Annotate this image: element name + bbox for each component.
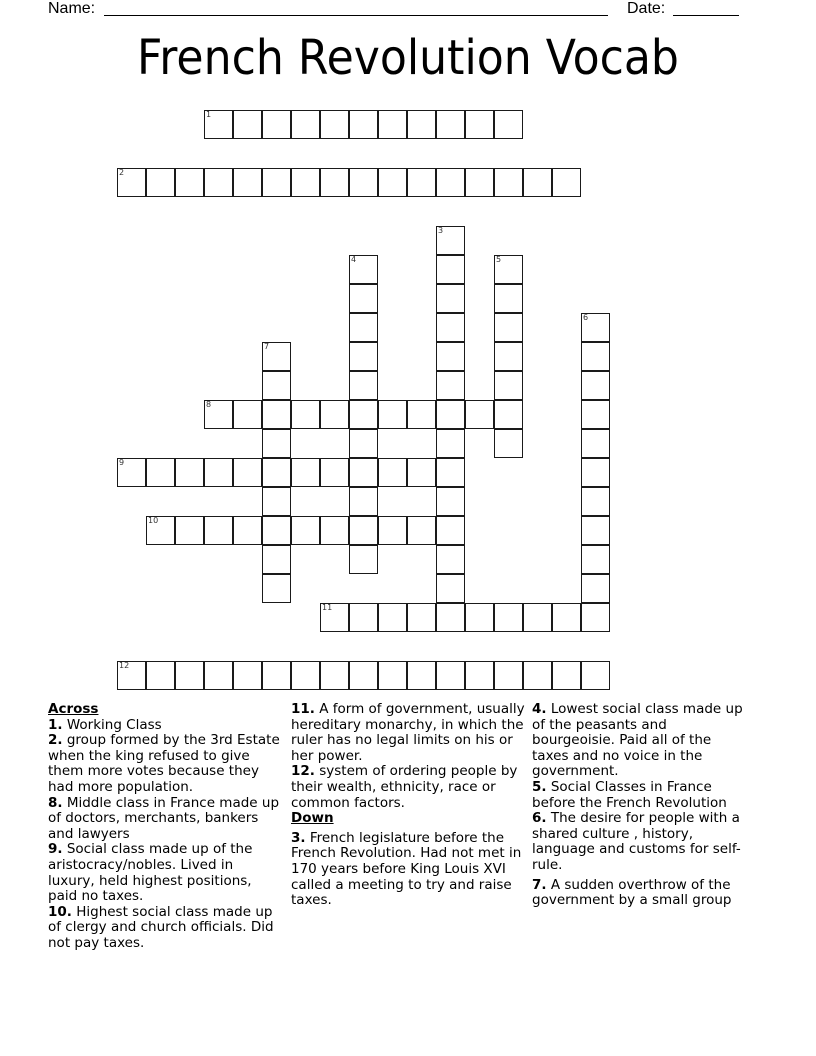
grid-cell[interactable] xyxy=(291,110,320,139)
grid-cell[interactable] xyxy=(494,661,523,690)
grid-cell[interactable] xyxy=(320,110,349,139)
grid-cell[interactable] xyxy=(494,313,523,342)
grid-cell[interactable] xyxy=(262,429,291,458)
grid-cell[interactable] xyxy=(349,661,378,690)
grid-cell[interactable] xyxy=(349,284,378,313)
grid-cell[interactable] xyxy=(262,371,291,400)
grid-cell[interactable] xyxy=(378,661,407,690)
name-label: Name: xyxy=(48,0,96,17)
grid-cell[interactable] xyxy=(262,342,291,371)
grid-cell[interactable] xyxy=(494,371,523,400)
grid-cell[interactable] xyxy=(349,313,378,342)
clue-number: 12. xyxy=(291,763,315,780)
grid-cell[interactable] xyxy=(436,545,465,574)
grid-cell[interactable] xyxy=(436,226,465,255)
clue-text: Working Class xyxy=(66,716,162,733)
grid-cell[interactable] xyxy=(349,603,378,632)
clue-across-1 xyxy=(48,718,283,734)
grid-cell[interactable] xyxy=(581,603,610,632)
grid-cell[interactable] xyxy=(233,458,262,487)
grid-cell[interactable] xyxy=(407,400,436,429)
grid-cell[interactable] xyxy=(262,400,291,429)
clue-text: Highest social class made up of clergy and church officials. Did not pay taxes. xyxy=(48,903,274,951)
grid-cell[interactable] xyxy=(436,284,465,313)
grid-cell[interactable] xyxy=(117,168,146,197)
clue-across-11 xyxy=(291,702,529,764)
grid-cell[interactable] xyxy=(204,400,233,429)
page-title: French Revolution Vocab xyxy=(137,30,679,86)
clues-column-3 xyxy=(532,702,747,909)
grid-cell[interactable] xyxy=(349,458,378,487)
grid-cell[interactable] xyxy=(436,516,465,545)
grid-cell[interactable] xyxy=(494,168,523,197)
clue-number-label: 5 xyxy=(496,255,502,264)
clue-number: 7. xyxy=(532,876,547,893)
clue-number: 4. xyxy=(532,701,547,717)
clue-number: 5. xyxy=(532,778,547,795)
grid-cell[interactable] xyxy=(465,110,494,139)
clue-across-12 xyxy=(291,764,529,811)
grid-cell[interactable] xyxy=(407,661,436,690)
grid-cell[interactable] xyxy=(262,458,291,487)
clue-number: 8. xyxy=(48,794,63,811)
grid-cell[interactable] xyxy=(378,458,407,487)
date-label: Date: xyxy=(627,0,666,17)
grid-cell[interactable] xyxy=(523,661,552,690)
grid-cell[interactable] xyxy=(349,255,378,284)
clue-number-label: 10 xyxy=(148,516,159,525)
clue-down-3 xyxy=(291,831,529,909)
grid-cell[interactable] xyxy=(291,458,320,487)
grid-cell[interactable] xyxy=(581,574,610,603)
clue-number-label: 6 xyxy=(583,313,589,322)
clue-number-label: 7 xyxy=(264,342,270,351)
grid-cell[interactable] xyxy=(175,661,204,690)
grid-cell[interactable] xyxy=(436,168,465,197)
clue-down-5 xyxy=(532,780,747,811)
clue-text: system of ordering people by their wealth, ethnicity, race or common factors. xyxy=(291,763,518,811)
grid-cell[interactable] xyxy=(494,342,523,371)
grid-cell[interactable] xyxy=(117,458,146,487)
grid-cell[interactable] xyxy=(349,342,378,371)
grid-cell[interactable] xyxy=(291,516,320,545)
grid-cell[interactable] xyxy=(349,168,378,197)
grid-cell[interactable] xyxy=(436,371,465,400)
grid-cell[interactable] xyxy=(581,429,610,458)
grid-cell[interactable] xyxy=(378,400,407,429)
grid-cell[interactable] xyxy=(233,168,262,197)
down-heading: Down xyxy=(291,810,334,827)
clue-text: Social Classes in France before the French Revolution xyxy=(532,778,727,811)
grid-cell[interactable] xyxy=(436,400,465,429)
clue-text: Social class made up of the aristocracy/nobles. Lived in luxury, held highest positions, paid no taxes. xyxy=(48,841,253,905)
grid-cell[interactable] xyxy=(146,661,175,690)
clue-number: 10. xyxy=(48,903,72,920)
clue-down-6 xyxy=(532,811,747,873)
grid-cell[interactable] xyxy=(349,110,378,139)
grid-cell[interactable] xyxy=(262,110,291,139)
grid-cell[interactable] xyxy=(117,661,146,690)
grid-cell[interactable] xyxy=(407,603,436,632)
clue-text: A form of government, usually hereditary monarchy, in which the ruler has no legal limits on his or her power. xyxy=(291,701,525,764)
grid-cell[interactable] xyxy=(320,603,349,632)
grid-cell[interactable] xyxy=(262,168,291,197)
grid-cell[interactable] xyxy=(378,603,407,632)
grid-cell[interactable] xyxy=(320,458,349,487)
clue-text: group formed by the 3rd Estate when the king refused to give them more votes because they had more population. xyxy=(48,732,280,795)
grid-cell[interactable] xyxy=(146,458,175,487)
grid-cell[interactable] xyxy=(436,458,465,487)
grid-cell[interactable] xyxy=(175,458,204,487)
across-heading: Across xyxy=(48,701,99,717)
grid-cell[interactable] xyxy=(233,516,262,545)
grid-cell[interactable] xyxy=(291,400,320,429)
grid-cell[interactable] xyxy=(320,516,349,545)
clue-across-8 xyxy=(48,796,283,843)
grid-cell[interactable] xyxy=(552,168,581,197)
grid-cell[interactable] xyxy=(436,313,465,342)
grid-cell[interactable] xyxy=(204,458,233,487)
grid-cell[interactable] xyxy=(175,516,204,545)
grid-cell[interactable] xyxy=(349,429,378,458)
clue-number: 3. xyxy=(291,829,306,846)
grid-cell[interactable] xyxy=(523,168,552,197)
grid-cell[interactable] xyxy=(146,516,175,545)
grid-cell[interactable] xyxy=(204,516,233,545)
clue-number-label: 4 xyxy=(351,255,357,264)
grid-cell[interactable] xyxy=(436,603,465,632)
grid-cell[interactable] xyxy=(436,429,465,458)
grid-cell[interactable] xyxy=(349,371,378,400)
grid-cell[interactable] xyxy=(407,110,436,139)
grid-cell[interactable] xyxy=(494,603,523,632)
clue-number-label: 2 xyxy=(119,168,125,177)
grid-cell[interactable] xyxy=(436,574,465,603)
grid-cell[interactable] xyxy=(233,661,262,690)
grid-cell[interactable] xyxy=(494,255,523,284)
grid-cell[interactable] xyxy=(146,168,175,197)
grid-cell[interactable] xyxy=(436,110,465,139)
grid-cell[interactable] xyxy=(465,661,494,690)
grid-cell[interactable] xyxy=(378,110,407,139)
grid-cell[interactable] xyxy=(581,516,610,545)
grid-cell[interactable] xyxy=(349,400,378,429)
clue-across-2 xyxy=(48,733,283,795)
clue-number: 9. xyxy=(48,841,63,858)
grid-cell[interactable] xyxy=(378,516,407,545)
clue-number-label: 12 xyxy=(119,661,130,670)
grid-cell[interactable] xyxy=(407,168,436,197)
grid-cell[interactable] xyxy=(581,313,610,342)
grid-cell[interactable] xyxy=(581,400,610,429)
clue-number: 11. xyxy=(291,701,315,717)
grid-cell[interactable] xyxy=(436,255,465,284)
grid-cell[interactable] xyxy=(581,342,610,371)
grid-cell[interactable] xyxy=(436,342,465,371)
clue-number: 1. xyxy=(48,716,63,733)
grid-cell[interactable] xyxy=(465,400,494,429)
grid-cell[interactable] xyxy=(436,487,465,516)
clue-across-9 xyxy=(48,842,283,904)
clue-down-7 xyxy=(532,878,747,909)
grid-cell[interactable] xyxy=(494,429,523,458)
clue-text: The desire for people with a shared culture , history, language and customs for self-rule. xyxy=(532,810,741,873)
grid-cell[interactable] xyxy=(465,603,494,632)
clue-text: Lowest social class made up of the peasants and bourgeoisie. Paid all of the taxes and no voice in the government. xyxy=(532,701,743,780)
clue-number-label: 1 xyxy=(206,110,212,119)
clue-number: 2. xyxy=(48,732,63,749)
grid-cell[interactable] xyxy=(204,661,233,690)
clue-text: A sudden overthrow of the government by a small group xyxy=(532,876,732,909)
clue-number-label: 3 xyxy=(438,226,444,235)
grid-cell[interactable] xyxy=(204,168,233,197)
grid-cell[interactable] xyxy=(262,661,291,690)
clue-number-label: 11 xyxy=(322,603,333,612)
grid-cell[interactable] xyxy=(291,661,320,690)
grid-cell[interactable] xyxy=(378,168,407,197)
grid-cell[interactable] xyxy=(262,574,291,603)
grid-cell[interactable] xyxy=(262,487,291,516)
clue-number: 6. xyxy=(532,810,547,827)
grid-cell[interactable] xyxy=(552,661,581,690)
clues-column-2 xyxy=(291,702,529,909)
grid-cell[interactable] xyxy=(320,168,349,197)
grid-cell[interactable] xyxy=(262,516,291,545)
grid-cell[interactable] xyxy=(552,603,581,632)
grid-cell[interactable] xyxy=(581,371,610,400)
grid-cell[interactable] xyxy=(233,110,262,139)
grid-cell[interactable] xyxy=(320,400,349,429)
clue-number-label: 9 xyxy=(119,458,125,467)
grid-cell[interactable] xyxy=(581,487,610,516)
grid-cell[interactable] xyxy=(465,168,494,197)
grid-cell[interactable] xyxy=(262,545,291,574)
clue-across-10 xyxy=(48,905,283,952)
clue-text: Middle class in France made up of doctors, merchants, bankers and lawyers xyxy=(48,794,280,842)
grid-cell[interactable] xyxy=(349,516,378,545)
grid-cell[interactable] xyxy=(436,661,465,690)
clue-down-4 xyxy=(532,702,747,780)
clue-text: French legislature before the French Revolution. Had not met in 170 years before King Louis XVI called a meeting to try and raise taxes. xyxy=(291,829,522,909)
grid-cell[interactable] xyxy=(581,458,610,487)
grid-cell[interactable] xyxy=(494,400,523,429)
grid-cell[interactable] xyxy=(320,661,349,690)
grid-cell[interactable] xyxy=(494,110,523,139)
grid-cell[interactable] xyxy=(204,110,233,139)
clues-column-1 xyxy=(48,702,283,952)
clue-number-label: 8 xyxy=(206,400,212,409)
grid-cell[interactable] xyxy=(581,545,610,574)
grid-cell[interactable] xyxy=(291,168,320,197)
grid-cell[interactable] xyxy=(407,458,436,487)
grid-cell[interactable] xyxy=(349,487,378,516)
grid-cell[interactable] xyxy=(581,661,610,690)
grid-cell[interactable] xyxy=(233,400,262,429)
grid-cell[interactable] xyxy=(175,168,204,197)
grid-cell[interactable] xyxy=(523,603,552,632)
grid-cell[interactable] xyxy=(494,284,523,313)
grid-cell[interactable] xyxy=(407,516,436,545)
grid-cell[interactable] xyxy=(349,545,378,574)
